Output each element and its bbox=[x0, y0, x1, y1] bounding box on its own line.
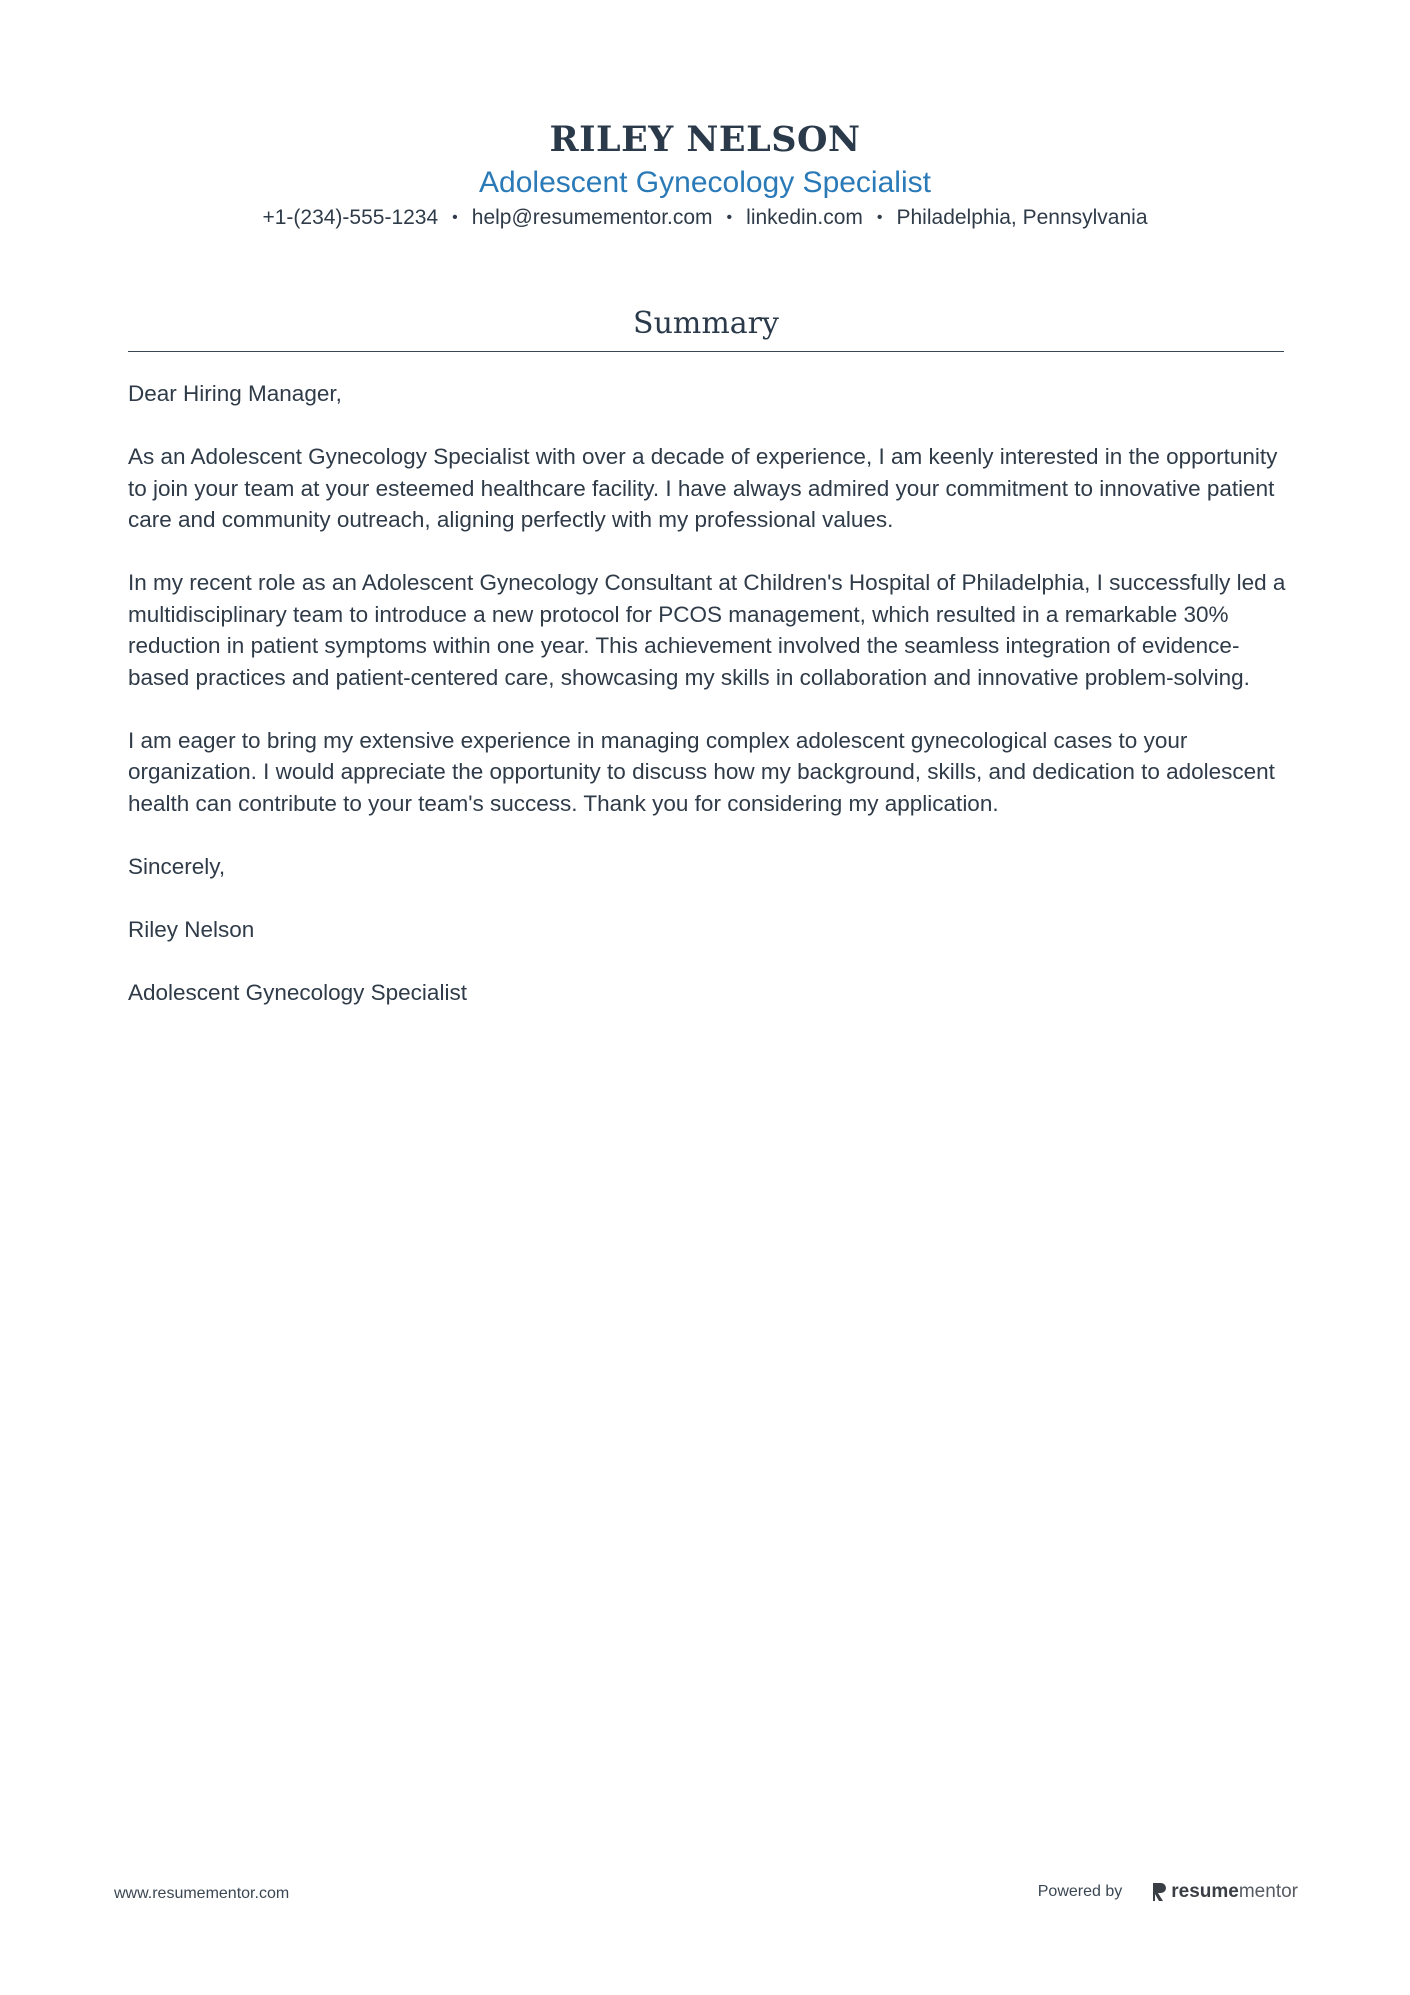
powered-by-label: Powered by bbox=[1037, 1883, 1123, 1900]
signature-title: Adolescent Gynecology Specialist bbox=[128, 979, 467, 1005]
section-heading: Summary bbox=[633, 306, 779, 341]
signature-name: Riley Nelson bbox=[128, 916, 255, 942]
contact-location: Philadelphia, Pennsylvania bbox=[896, 206, 1148, 229]
salutation: Dear Hiring Manager, bbox=[128, 381, 342, 406]
contact-line bbox=[0, 204, 1410, 232]
applicant-title: Adolescent Gynecology Specialist bbox=[479, 166, 931, 199]
contact-separator: • bbox=[452, 209, 458, 226]
letter-paragraph: As an Adolescent Gynecology Specialist with over a decade of experience, I am keenly interested in the opportunity to join your team at your esteemed healthcare facility. I have always admired your commitment to innovative patient care and community outreach, aligning perfectly with my professional values. bbox=[128, 444, 1278, 532]
letter-paragraph: In my recent role as an Adolescent Gynecology Consultant at Children's Hospital of Philadelphia, I successfully led a multidisciplinary team to introduce a new protocol for PCOS management, which resulted in a remarkable 30% reduction in patient symptoms within one year. This achievement involved the seamless integration of evidence-based practices and patient-centered care, showcasing my skills in collaboration and innovative problem-solving. bbox=[128, 570, 1286, 690]
applicant-name: RILEY NELSON bbox=[549, 119, 861, 160]
brand-logo bbox=[1152, 1881, 1298, 1903]
letter-paragraph: I am eager to bring my extensive experience in managing complex adolescent gynecological cases to your organization. I would appreciate the opportunity to discuss how my background, skills, and dedication to adolescent health can contribute to your team's success. Thank you for considering my application. bbox=[128, 727, 1275, 816]
contact-linkedin: linkedin.com bbox=[746, 206, 863, 229]
section-divider bbox=[128, 351, 1284, 352]
brand-name-part1: resume bbox=[1171, 1881, 1239, 1902]
letter-body bbox=[128, 378, 1288, 1040]
footer-website: www.resumementor.com bbox=[114, 1885, 290, 1902]
closing: Sincerely, bbox=[128, 853, 226, 879]
contact-email: help@resumementor.com bbox=[471, 206, 713, 229]
resumementor-logo-icon bbox=[1152, 1882, 1166, 1902]
contact-phone: +1-(234)-555-1234 bbox=[262, 206, 439, 229]
letter-header bbox=[0, 118, 1410, 232]
footer-branding bbox=[1038, 1881, 1298, 1903]
contact-separator: • bbox=[876, 209, 883, 226]
brand-name-part2: mentor bbox=[1238, 1881, 1298, 1902]
contact-separator: • bbox=[726, 209, 733, 226]
